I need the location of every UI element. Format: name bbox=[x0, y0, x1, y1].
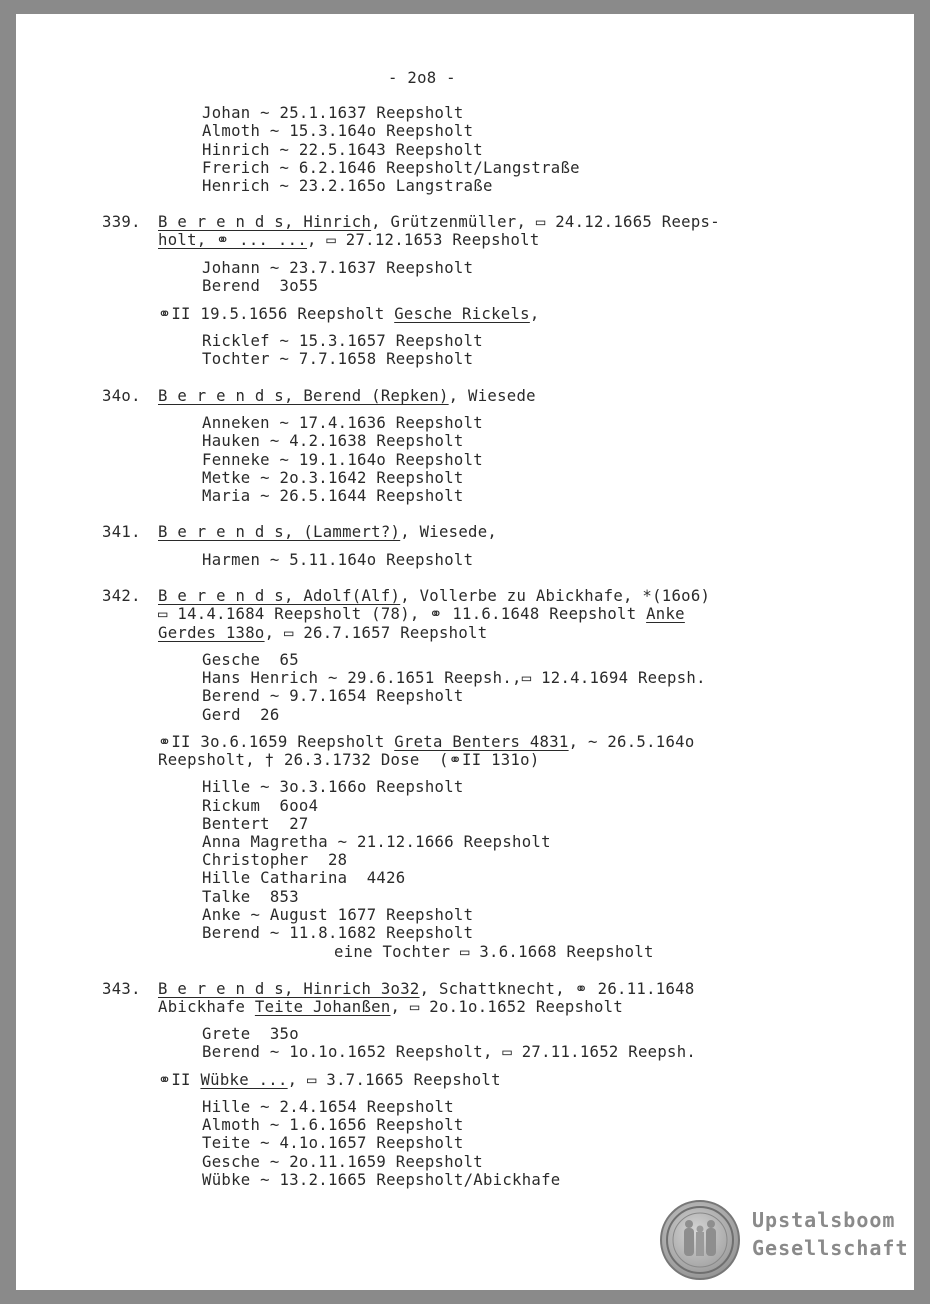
text-line: Berend ~ 11.8.1682 Reepsholt bbox=[202, 924, 474, 942]
spouse-name: Gesche Rickels bbox=[394, 305, 530, 323]
text-line: Berend 3o55 bbox=[202, 277, 319, 295]
entry-text: , Wiesede, bbox=[400, 523, 498, 541]
entry-line bbox=[158, 231, 540, 249]
text-line: Henrich ~ 23.2.165o Langstraße bbox=[202, 177, 493, 195]
text-line: Gerd 26 bbox=[202, 706, 280, 724]
entry-text: ⚭II 19.5.1656 Reepsholt bbox=[158, 305, 395, 323]
entry-line bbox=[158, 305, 540, 323]
spouse-name: Anke bbox=[646, 605, 685, 623]
entry-line bbox=[158, 387, 536, 405]
entry-text: ▭ 14.4.1684 Reepsholt (78), ⚭ 11.6.1648 Reepsholt bbox=[158, 605, 647, 623]
entry-name: B e r e n d s, Berend (Repken) bbox=[158, 387, 449, 405]
entry-text: , ~ 26.5.164o bbox=[568, 733, 695, 751]
entry-line bbox=[158, 998, 623, 1016]
document-page bbox=[16, 14, 914, 1290]
entry-text: , Wiesede bbox=[448, 387, 536, 405]
entry-line bbox=[158, 624, 487, 642]
text-line: Rickum 6oo4 bbox=[202, 797, 319, 815]
entry-name: B e r e n d s, Hinrich 3o32 bbox=[158, 980, 420, 998]
text-line: Frerich ~ 6.2.1646 Reepsholt/Langstraße bbox=[202, 159, 580, 177]
text-line: Gesche ~ 2o.11.1659 Reepsholt bbox=[202, 1153, 483, 1171]
entry-text: Abickhafe bbox=[158, 998, 255, 1016]
text-line: Hans Henrich ~ 29.6.1651 Reepsh.,▭ 12.4.1694 Reepsh. bbox=[202, 669, 706, 687]
text-line: Anna Magretha ~ 21.12.1666 Reepsholt bbox=[202, 833, 551, 851]
text-line: Almoth ~ 15.3.164o Reepsholt bbox=[202, 122, 474, 140]
entry-text: , bbox=[529, 305, 540, 323]
entry-number: 341. bbox=[102, 523, 141, 541]
entry-name: B e r e n d s, Adolf(Alf) bbox=[158, 587, 401, 605]
text-line: Almoth ~ 1.6.1656 Reepsholt bbox=[202, 1116, 464, 1134]
text-line: Maria ~ 26.5.1644 Reepsholt bbox=[202, 487, 464, 505]
text-line: Harmen ~ 5.11.164o Reepsholt bbox=[202, 551, 474, 569]
text-line: Hauken ~ 4.2.1638 Reepsholt bbox=[202, 432, 464, 450]
entry-text: , ▭ 26.7.1657 Reepsholt bbox=[264, 624, 488, 642]
entry-number: 342. bbox=[102, 587, 141, 605]
spouse-name: Wübke ... bbox=[200, 1071, 288, 1089]
entry-line bbox=[158, 1071, 501, 1089]
text-line: Anke ~ August 1677 Reepsholt bbox=[202, 906, 474, 924]
text-line: Hille Catharina 4426 bbox=[202, 869, 406, 887]
text-line: Grete 35o bbox=[202, 1025, 299, 1043]
entry-line bbox=[158, 980, 695, 998]
text-line: Berend ~ 1o.1o.1652 Reepsholt, ▭ 27.11.1652 Reepsh. bbox=[202, 1043, 697, 1061]
text-line: Christopher 28 bbox=[202, 851, 348, 869]
seal-icon bbox=[660, 1200, 740, 1280]
entry-text: , Vollerbe zu Abickhafe, *(16o6) bbox=[400, 587, 711, 605]
text-line: Anneken ~ 17.4.1636 Reepsholt bbox=[202, 414, 483, 432]
page-number: - 2o8 - bbox=[388, 69, 456, 87]
entry-name: B e r e n d s, (Lammert?) bbox=[158, 523, 401, 541]
entry-number: 339. bbox=[102, 213, 141, 231]
entry-text: ⚭II 3o.6.1659 Reepsholt bbox=[158, 733, 395, 751]
entry-text: ⚭II bbox=[158, 1071, 201, 1089]
spouse-name: Greta Benters 4831 bbox=[394, 733, 569, 751]
text-line: Johan ~ 25.1.1637 Reepsholt bbox=[202, 104, 464, 122]
text-line: Johann ~ 23.7.1637 Reepsholt bbox=[202, 259, 474, 277]
society-logo bbox=[660, 1200, 914, 1280]
spouse-name: Gerdes 138o bbox=[158, 624, 265, 642]
logo-text-line1: Upstalsboom bbox=[752, 1208, 896, 1232]
entry-number: 343. bbox=[102, 980, 141, 998]
text-line: eine Tochter ▭ 3.6.1668 Reepsholt bbox=[334, 943, 654, 961]
text-line: Hille ~ 3o.3.166o Reepsholt bbox=[202, 778, 464, 796]
text-line: Reepsholt, † 26.3.1732 Dose (⚭II 131o) bbox=[158, 751, 540, 769]
entry-text: , Schattknecht, ⚭ 26.11.1648 bbox=[419, 980, 695, 998]
entry-line bbox=[158, 605, 685, 623]
text-line: Berend ~ 9.7.1654 Reepsholt bbox=[202, 687, 464, 705]
text-line: Wübke ~ 13.2.1665 Reepsholt/Abickhafe bbox=[202, 1171, 561, 1189]
logo-text-line2: Gesellschaft bbox=[752, 1236, 909, 1260]
entry-number: 34o. bbox=[102, 387, 141, 405]
text-line: Talke 853 bbox=[202, 888, 299, 906]
text-line: Ricklef ~ 15.3.1657 Reepsholt bbox=[202, 332, 483, 350]
entry-name: B e r e n d s, Hinrich bbox=[158, 213, 372, 231]
spouse-name: Teite Johanßen bbox=[254, 998, 391, 1016]
entry-text: , ▭ 27.12.1653 Reepsholt bbox=[307, 231, 540, 249]
text-line: Metke ~ 2o.3.1642 Reepsholt bbox=[202, 469, 464, 487]
entry-line bbox=[158, 213, 720, 231]
text-line: Hille ~ 2.4.1654 Reepsholt bbox=[202, 1098, 454, 1116]
entry-text: , ▭ 2o.1o.1652 Reepsholt bbox=[390, 998, 624, 1016]
text-line: Tochter ~ 7.7.1658 Reepsholt bbox=[202, 350, 474, 368]
entry-line bbox=[158, 733, 695, 751]
text-line: Hinrich ~ 22.5.1643 Reepsholt bbox=[202, 141, 483, 159]
entry-line bbox=[158, 587, 710, 605]
text-line: Teite ~ 4.1o.1657 Reepsholt bbox=[202, 1134, 464, 1152]
text-line: Fenneke ~ 19.1.164o Reepsholt bbox=[202, 451, 483, 469]
entry-text: , Grützenmüller, ▭ 24.12.1665 Reeps- bbox=[371, 213, 720, 231]
text-line: Bentert 27 bbox=[202, 815, 309, 833]
entry-text: , ▭ 3.7.1665 Reepsholt bbox=[287, 1071, 501, 1089]
entry-line bbox=[158, 523, 497, 541]
text-line: Gesche 65 bbox=[202, 651, 299, 669]
spouse-name: holt, ⚭ ... ... bbox=[158, 231, 308, 249]
